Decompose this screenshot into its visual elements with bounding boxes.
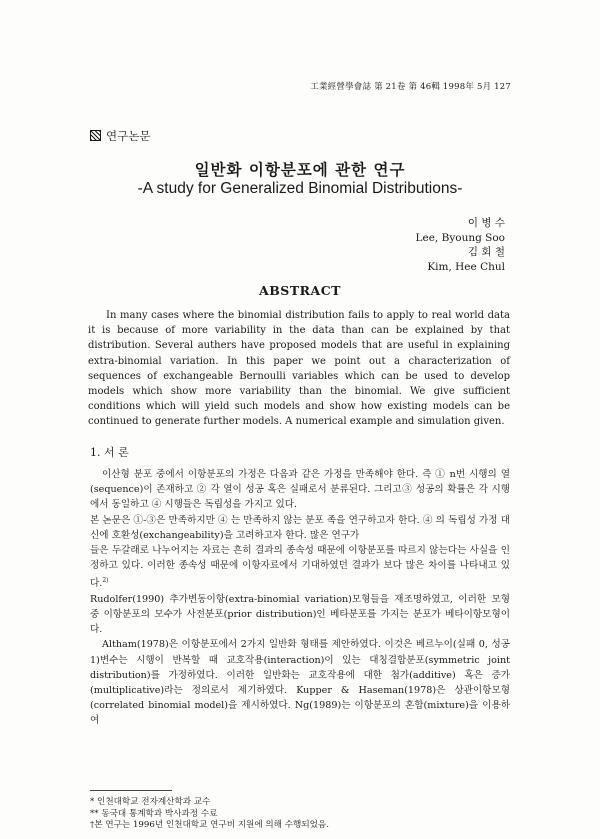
footnote-1: * 인천대학교 전자계산학과 교수	[90, 797, 211, 807]
title-korean: 일반화 이항분포에 관한 연구	[194, 160, 406, 179]
footnote-ref: 2)	[102, 577, 109, 585]
abstract-text: In many cases where the binomial distribution fails to apply to real world data it is because of more variability in the data than can be explained by that distribution. Several authers have proposed models that are useful in explaining extra-binomial variation. In this paper we point out a characterization of sequences of exchangeable Bernoulli variables which can be used to develop models which show more variability than the binomial. We give sufficient conditions which will yield such models and show how existing models can be continued to generate further models. A numerical example and simulation given.	[88, 310, 510, 428]
section-heading: 1. 서 론	[90, 446, 129, 459]
body-paragraph: 이산형 분포 중에서 이항분포의 가정은 다음과 같은 가정을 만족해야 한다. 즉 ① n번 시행의 열(sequence)이 존재하고 ② 각 열이 성공 혹은 실패로서 분류된다. 그리고③ 성공의 확률은 각 시행에서 동일하고 ④ 시행들은 독립성을 가지고 있다.	[90, 469, 510, 511]
author-1-english: Lee, Byoung Soo	[415, 231, 505, 244]
section-tag-label: 연구논문	[106, 129, 151, 143]
footnotes	[90, 797, 329, 832]
title-english: -A study for Generalized Binomial Distributions-	[137, 180, 463, 197]
body-paragraph: Rudolfer(1990) 추가변동이항(extra-binomial variation)모형들을 재조명하였고, 이러한 모형 중 이항분포의 모수가 사전분포(prior distribution)인 베타분포를 가지는 분포가 베타이항모형이다.	[90, 593, 510, 636]
hatched-box-icon	[90, 130, 101, 141]
footnote-2: ** 동국대 통계학과 박사과정 수료	[90, 808, 218, 819]
author-2-korean: 김 회 철	[467, 246, 505, 258]
body-paragraph	[90, 543, 510, 592]
abstract-heading: ABSTRACT	[259, 283, 341, 298]
footnote-divider	[90, 790, 172, 791]
footnote-3: †본 연구는 1996년 인천대학교 연구비 지원에 의해 수행되었음.	[90, 820, 329, 830]
body-paragraph: 본 논문은 ①-③은 만족하지만 ④ 는 만족하지 않는 분포 족을 연구하고자 한다. ④ 의 독립성 가정 대신에 호환성(exchangeability)을 고려하고자 한다. 많은 연구가	[90, 514, 510, 541]
author-1-korean: 이 병 수	[467, 217, 505, 229]
author-2-english: Kim, Hee Chul	[427, 260, 505, 273]
body-paragraph: Altham(1978)은 이항분포에서 2가지 일반화 형태를 제안하였다. 이것은 베르누이(실패 0, 성공 1)변수는 시행이 반복할 때 교호작용(interaction)이 있는 대칭결합분포(symmetric joint distribution)를 가정하였다. 이러한 일반화는 교호작용에 대한 첨가(additive) 혹은 증가(multiplicative)라는 정의로서 제기하였다. Kupper & Haseman(1978)은 상관이항모형(correlated binomial model)을 제시하였다. Ng(1989)는 이항분포의 혼합(mixture)을 이용하여	[90, 639, 510, 727]
body-paragraph-text: 들은 두갈래로 나누어지는 자료는 흔히 결과의 종속성 때문에 이항분포를 따르지 않는다는 사실을 인정하고 있다. 이러한 종속성 때문에 이항자료에서 기대하였던 결과가 보다 많은 차이를 나타내고 있다.	[90, 545, 510, 590]
author-block	[416, 216, 505, 274]
body-text	[90, 467, 510, 729]
abstract	[88, 308, 510, 430]
section-tag	[90, 128, 150, 144]
journal-header: 工業經營學會誌 第 21卷 第 46輯 1998年 5月 127	[310, 82, 511, 92]
